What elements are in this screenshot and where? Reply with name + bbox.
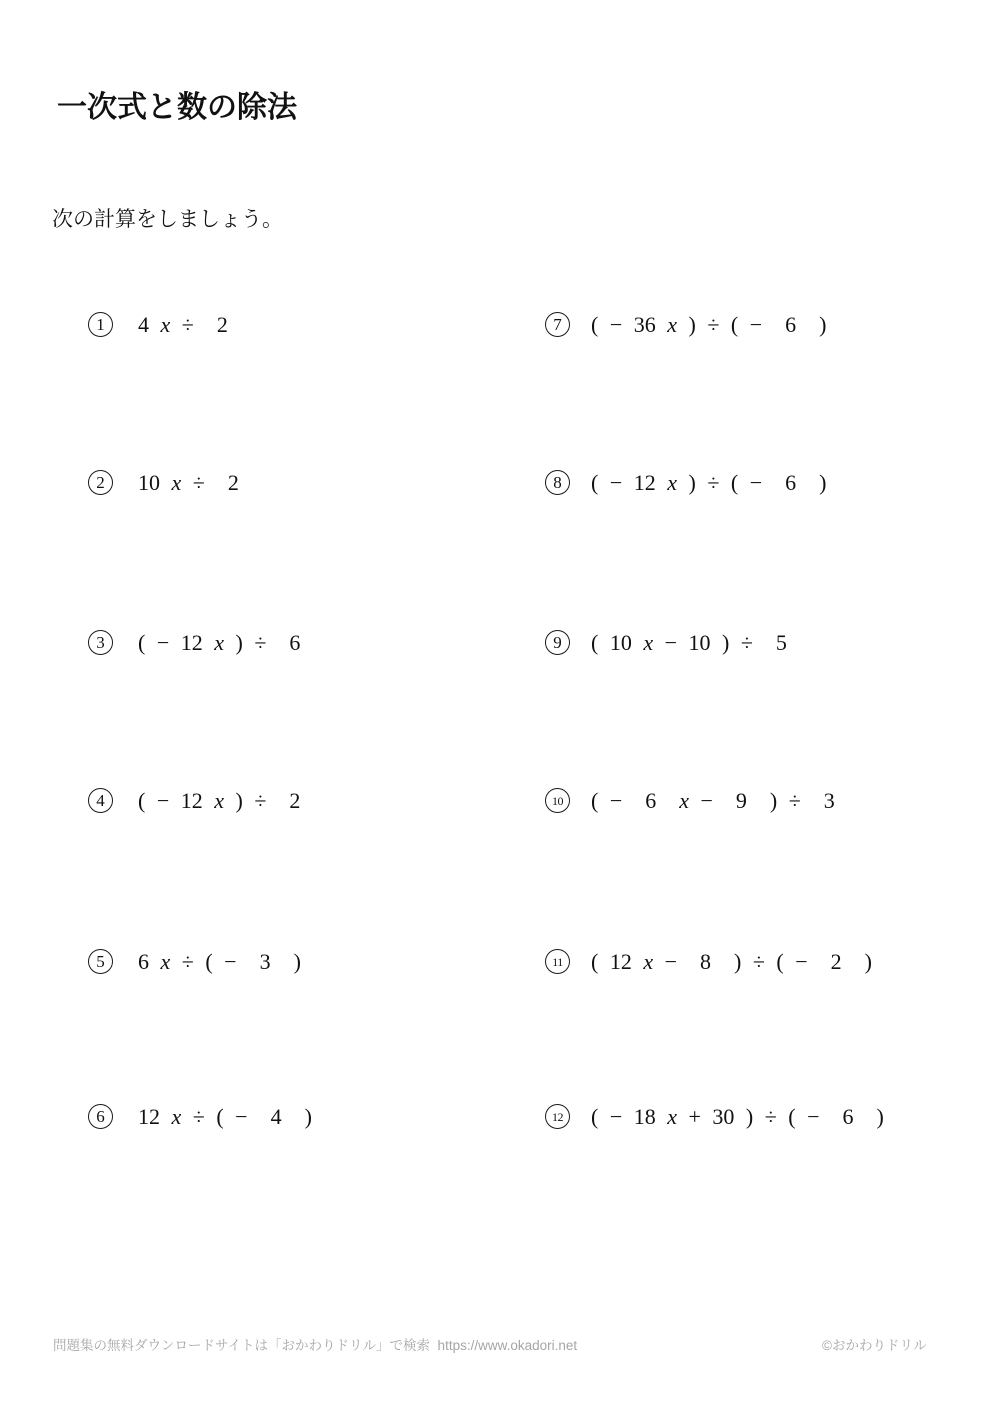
problem-number: 3 <box>88 630 113 655</box>
problem-expression: ( − 12 x ) ÷ 2 <box>138 788 301 813</box>
problem-expression: 12 x ÷ ( − 4 ) <box>138 1104 312 1129</box>
problem-expression: ( − 12 x ) ÷ ( − 6 ) <box>591 470 827 495</box>
footer-copyright: ©おかわりドリル <box>822 1338 927 1353</box>
instruction-text: 次の計算をしましょう。 <box>52 208 283 231</box>
problem-expression: 4 x ÷ 2 <box>138 312 228 337</box>
problem-expression: 10 x ÷ 2 <box>138 470 239 495</box>
problem-number: 11 <box>545 949 570 974</box>
problem-number: 2 <box>88 470 113 495</box>
problem-number: 4 <box>88 788 113 813</box>
problem-number: 5 <box>88 949 113 974</box>
problem-expression: ( − 36 x ) ÷ ( − 6 ) <box>591 312 827 337</box>
page-title: 一次式と数の除法 <box>57 91 297 124</box>
problem-number: 12 <box>545 1104 570 1129</box>
problem-number: 7 <box>545 312 570 337</box>
problem-expression: 6 x ÷ ( − 3 ) <box>138 949 301 974</box>
problem-number: 10 <box>545 788 570 813</box>
problem-expression: ( 10 x − 10 ) ÷ 5 <box>591 630 787 655</box>
problem-expression: ( 12 x − 8 ) ÷ ( − 2 ) <box>591 949 872 974</box>
problem-number: 6 <box>88 1104 113 1129</box>
problem-number: 1 <box>88 312 113 337</box>
problem-expression: ( − 18 x + 30 ) ÷ ( − 6 ) <box>591 1104 884 1129</box>
problem-expression: ( − 12 x ) ÷ 6 <box>138 630 301 655</box>
problem-expression: ( − 6 x − 9 ) ÷ 3 <box>591 788 835 813</box>
footer-site-info: 問題集の無料ダウンロードサイトは「おかわりドリル」で検索 https://www.okadori.net <box>53 1338 578 1353</box>
problem-number: 9 <box>545 630 570 655</box>
problem-number: 8 <box>545 470 570 495</box>
